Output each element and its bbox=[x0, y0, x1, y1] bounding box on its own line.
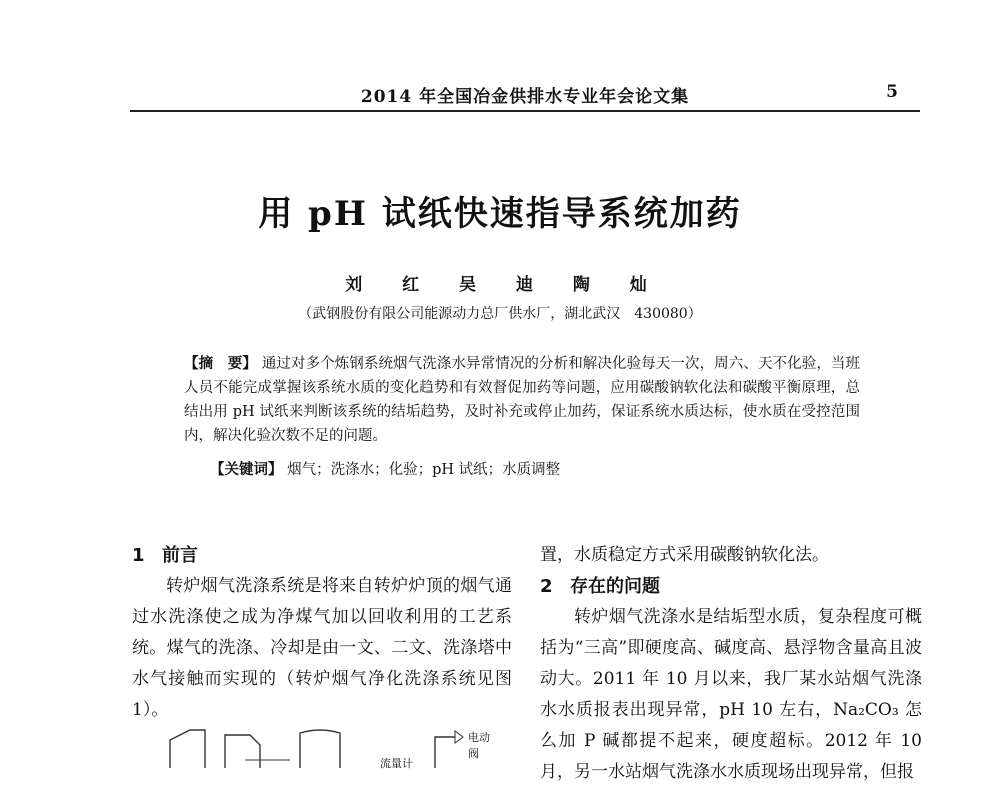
section-heading-2 bbox=[540, 571, 922, 602]
abstract-label: 【摘 要】 bbox=[184, 355, 257, 372]
authors: 刘 红 吴 迪 陶 灿 bbox=[345, 275, 655, 295]
section-title: 前言 bbox=[162, 545, 198, 566]
paper-title: 用 pH 试纸快速指导系统加药 bbox=[258, 194, 742, 234]
section-number: 1 bbox=[132, 545, 145, 566]
pipe-shape bbox=[435, 737, 455, 768]
figure-1-diagram bbox=[150, 725, 500, 768]
valve-icon bbox=[455, 731, 463, 743]
keywords-text: 烟气；洗涤水；化验；pH 试纸；水质调整 bbox=[287, 462, 561, 478]
valve-label: 电动阀 bbox=[468, 731, 490, 760]
paragraph-continuation: 置，水质稳定方式采用碳酸钠软化法。 bbox=[540, 545, 829, 565]
running-header bbox=[130, 78, 920, 112]
keywords-label: 【关键词】 bbox=[210, 461, 283, 478]
tower-shape bbox=[300, 730, 340, 768]
flowmeter-label: 流量计 bbox=[380, 757, 413, 770]
running-title: 2014 年全国冶金供排水专业年会论文集 bbox=[360, 87, 690, 107]
section-title: 存在的问题 bbox=[570, 576, 660, 597]
section-heading-1 bbox=[132, 540, 512, 571]
venturi-1-shape bbox=[170, 730, 205, 768]
page-number: 5 bbox=[886, 82, 898, 102]
right-column bbox=[540, 540, 922, 788]
venturi-2-shape bbox=[225, 735, 260, 768]
paragraph: 转炉烟气洗涤水是结垢型水质，复杂程度可概括为“三高”即硬度高、碱度高、悬浮物含量高且波动大。2011 年 10 月以来，我厂某水站烟气洗涤水水质报表出现异常，pH 10 左右，Na₂CO₃ 怎么加 P 碱都提不起来，硬度超标。2012 年 10 月，另一水站烟气洗涤水水质现场出现异常，但报 bbox=[540, 607, 922, 782]
left-column bbox=[132, 540, 512, 726]
affiliation: （武钢股份有限公司能源动力总厂供水厂，湖北武汉 430080） bbox=[298, 306, 702, 322]
scrubber-diagram bbox=[150, 725, 500, 768]
paragraph: 转炉烟气洗涤系统是将来自转炉炉顶的烟气通过水洗涤使之成为净煤气加以回收利用的工艺系统。煤气的洗涤、冷却是由一文、二文、洗涤塔中水气接触而实现的（转炉烟气净化洗涤系统见图 1）。 bbox=[132, 576, 512, 720]
keywords bbox=[210, 458, 560, 479]
section-number: 2 bbox=[540, 576, 553, 597]
abstract-text: 通过对多个炼钢系统烟气洗涤水异常情况的分析和解决化验每天一次，周六、天不化验，当班人员不能完成掌握该系统水质的变化趋势和有效督促加药等问题，应用碳酸钠软化法和碳酸平衡原理，总结出用 pH 试纸来判断该系统的结垢趋势，及时补充或停止加药，保证系统水质达标，使水质在受控范围内，解决化验次数不足的问题。 bbox=[184, 356, 861, 444]
abstract bbox=[184, 352, 860, 448]
